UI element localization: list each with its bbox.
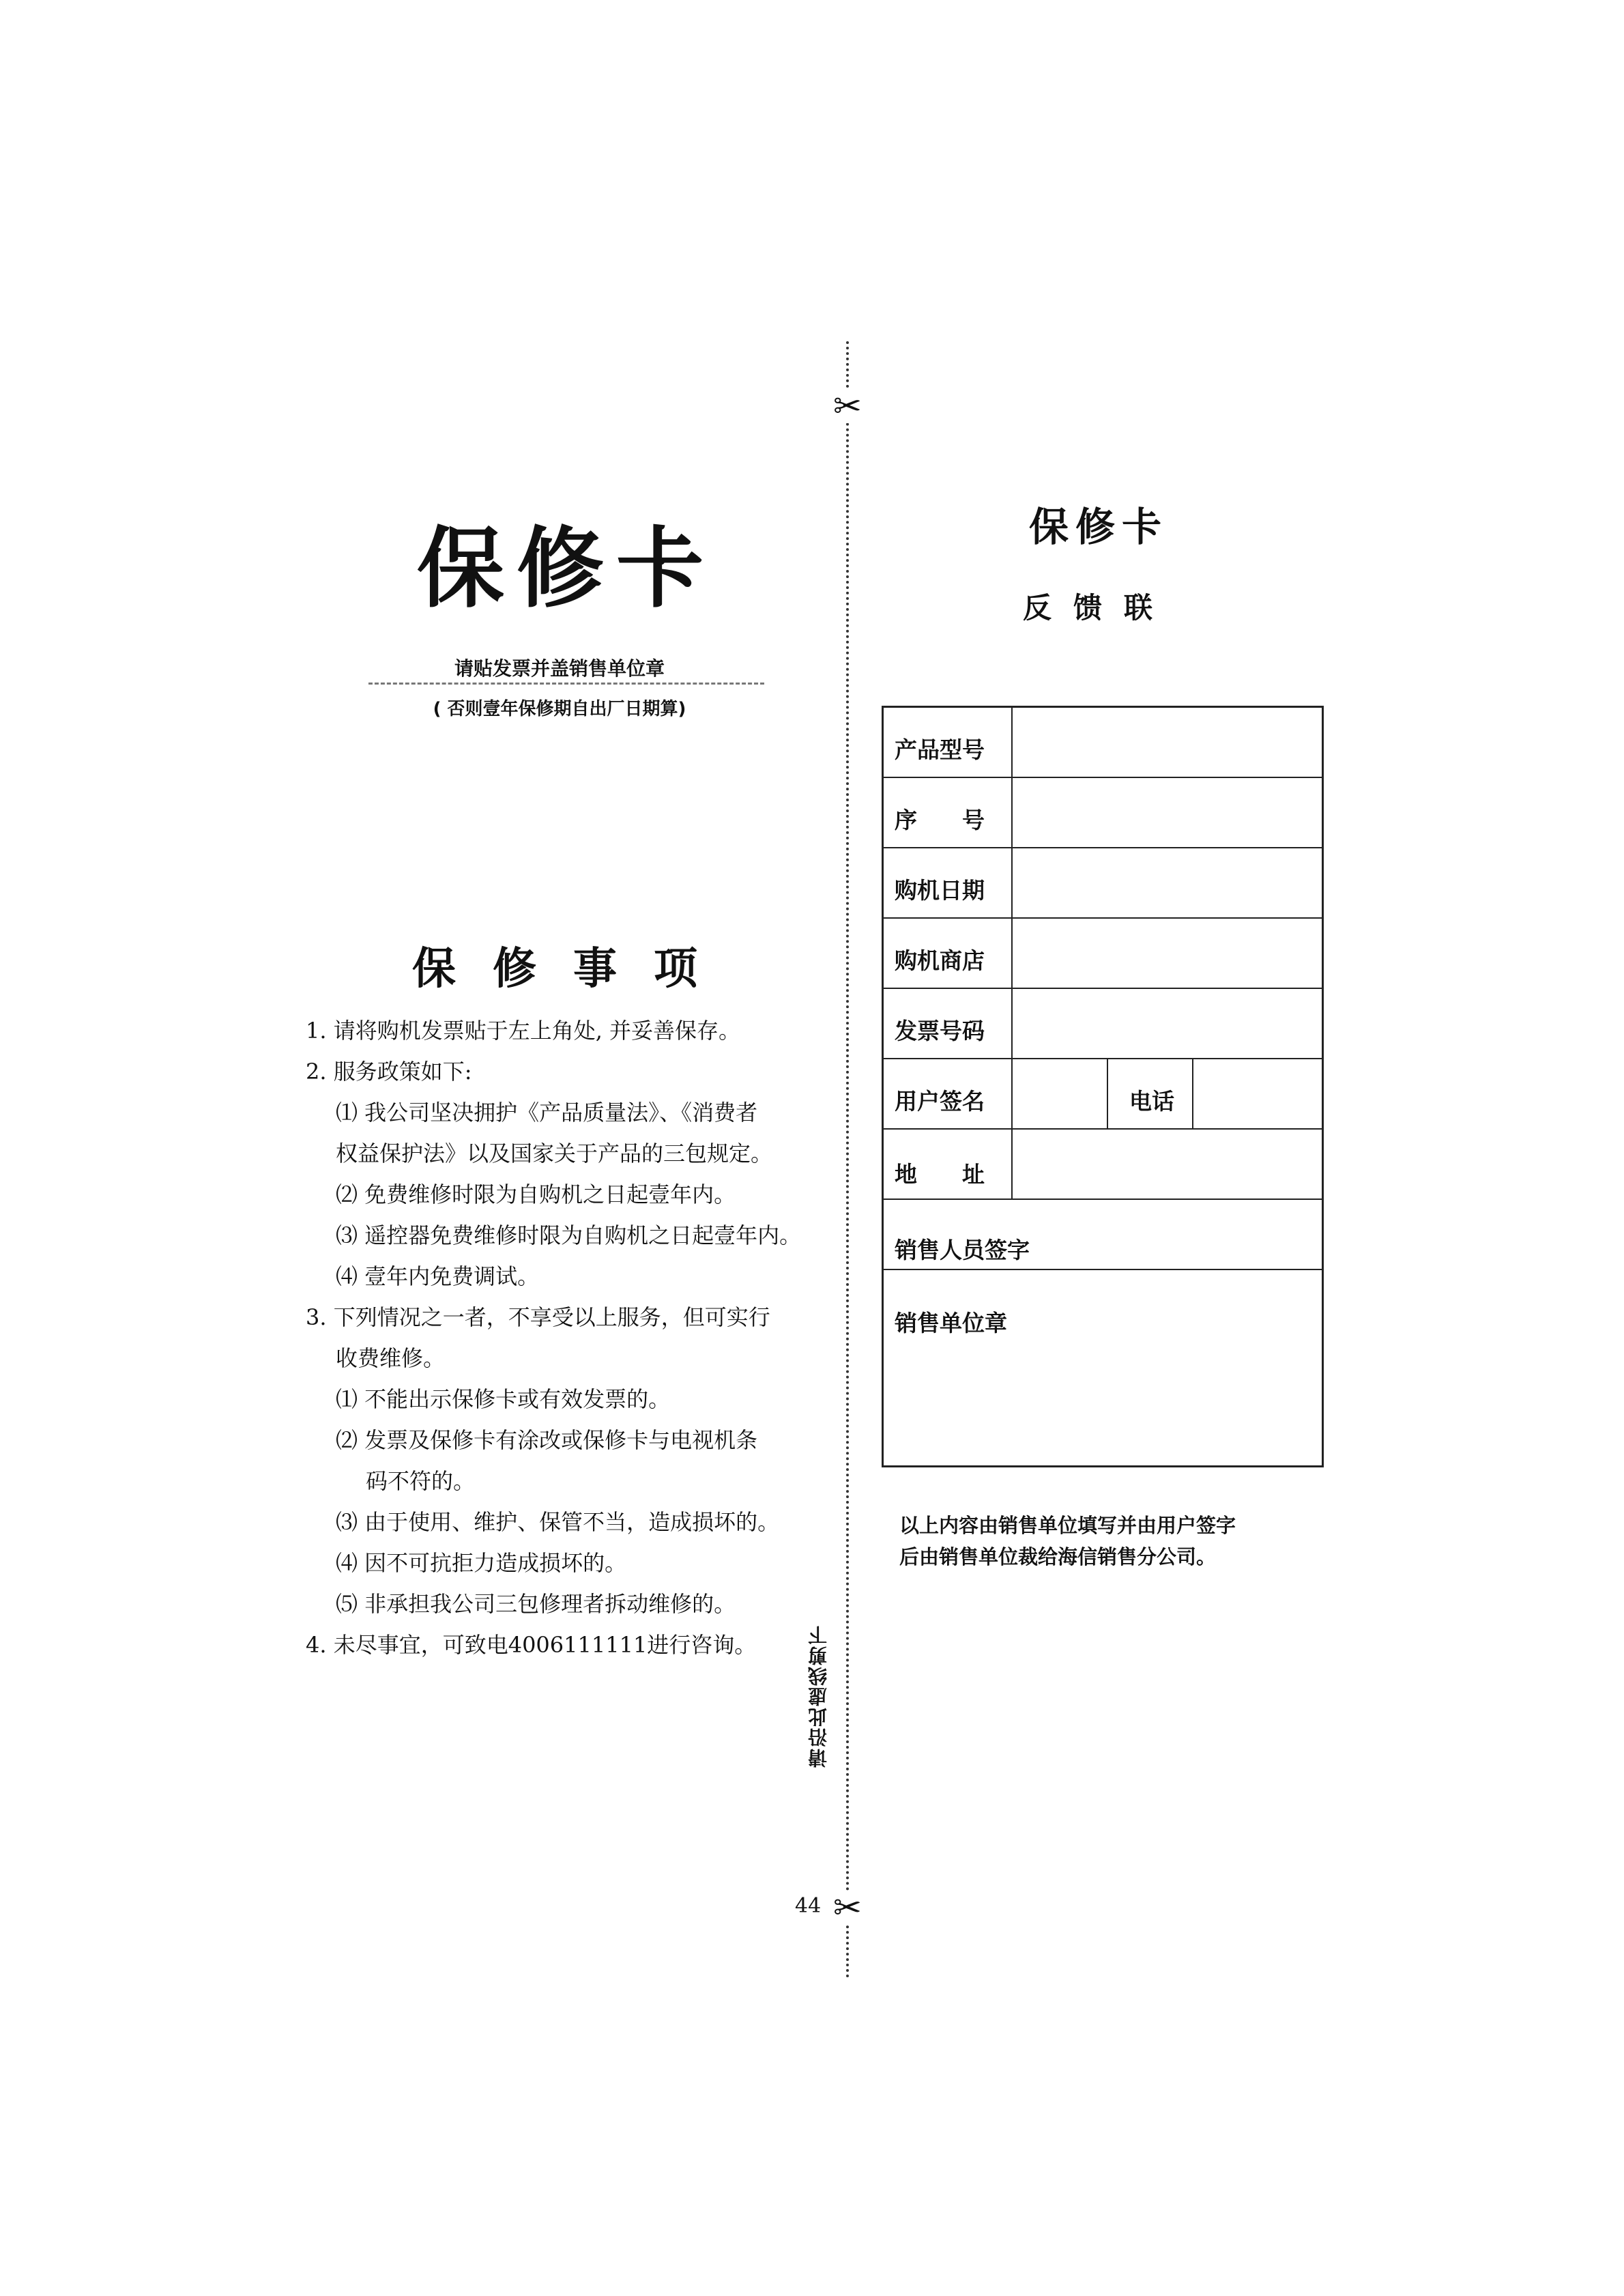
note-line: ⑷ 壹年内免费调试。 xyxy=(336,1263,540,1289)
scissors-icon: ✂ xyxy=(827,389,868,423)
note-line: ⑸ 非承担我公司三包修理者拆动维修的。 xyxy=(336,1591,736,1617)
stamp-note: ( 否则壹年保修期自出厂日期算) xyxy=(433,699,686,719)
form-row-store xyxy=(884,919,1322,989)
note-line: 码不符的。 xyxy=(366,1468,476,1494)
form-row-serial xyxy=(884,778,1322,848)
feedback-card-title: 保修卡 xyxy=(1028,504,1168,550)
cut-dotted-line xyxy=(846,341,849,1979)
field-label: 购机日期 xyxy=(895,877,985,904)
field-label: 发票号码 xyxy=(895,1018,985,1044)
note-line: ⑵ 免费维修时限为自购机之日起壹年内。 xyxy=(336,1181,736,1207)
field-label: 序 号 xyxy=(895,807,985,833)
field-label: 销售单位章 xyxy=(895,1310,1007,1336)
note-line: 1. 请将购机发票贴于左上角处, 并妥善保存。 xyxy=(306,1018,741,1044)
form-row-address xyxy=(884,1130,1322,1200)
feedback-card-subtitle: 反馈联 xyxy=(1022,591,1174,625)
field-label: 销售人员签字 xyxy=(895,1237,1030,1263)
warranty-notes-list xyxy=(306,1010,824,1665)
form-row-purchase-date xyxy=(884,848,1322,919)
field-label: 用户签名 xyxy=(895,1088,985,1115)
note-line: ⑵ 发票及保修卡有涂改或保修卡与电视机条 xyxy=(336,1427,758,1453)
field-label-phone: 电话 xyxy=(1129,1088,1174,1115)
footer-line: 以上内容由销售单位填写并由用户签字 xyxy=(899,1514,1236,1537)
note-line: 4. 未尽事宜，可致电4006111111进行咨询。 xyxy=(306,1632,757,1658)
note-line: ⑶ 遥控器免费维修时限为自购机之日起壹年内。 xyxy=(336,1222,802,1248)
note-line: ⑷ 因不可抗拒力造成损坏的。 xyxy=(336,1550,627,1576)
form-row-invoice xyxy=(884,989,1322,1059)
form-row-user-sign xyxy=(884,1059,1322,1130)
note-line: 权益保护法》以及国家关于产品的三包规定。 xyxy=(336,1140,773,1166)
warranty-card-title: 保修卡 xyxy=(416,518,716,620)
form-footer-note xyxy=(899,1510,1336,1573)
warranty-notes-title: 保修事项 xyxy=(412,944,734,994)
form-row-sales-sign xyxy=(884,1200,1322,1270)
note-line: 2. 服务政策如下: xyxy=(306,1059,472,1085)
form-row-model xyxy=(884,708,1322,778)
footer-line: 后由销售单位裁给海信销售分公司。 xyxy=(899,1545,1217,1568)
field-label: 产品型号 xyxy=(895,736,985,763)
scissors-icon: ✂ xyxy=(827,1891,868,1925)
field-label: 购机商店 xyxy=(895,947,985,974)
note-line: ⑴ 我公司坚决拥护《产品质量法》、《消费者 xyxy=(336,1100,758,1125)
note-line: ⑴ 不能出示保修卡或有效发票的。 xyxy=(336,1386,671,1412)
stamp-instruction: 请贴发票并盖销售单位章 xyxy=(454,657,665,680)
stamp-divider xyxy=(368,683,764,685)
note-line: 3. 下列情况之一者，不享受以上服务，但可实行 xyxy=(306,1304,770,1330)
note-line: 收费维修。 xyxy=(336,1345,446,1371)
feedback-form xyxy=(882,706,1324,1467)
form-row-unit-stamp xyxy=(884,1270,1322,1465)
cut-instruction: 请沿此虚线剪下 xyxy=(807,1624,830,1768)
field-label: 地 址 xyxy=(895,1161,985,1188)
page-number: 44 xyxy=(795,1894,822,1918)
note-line: ⑶ 由于使用、维护、保管不当，造成损坏的。 xyxy=(336,1509,780,1535)
